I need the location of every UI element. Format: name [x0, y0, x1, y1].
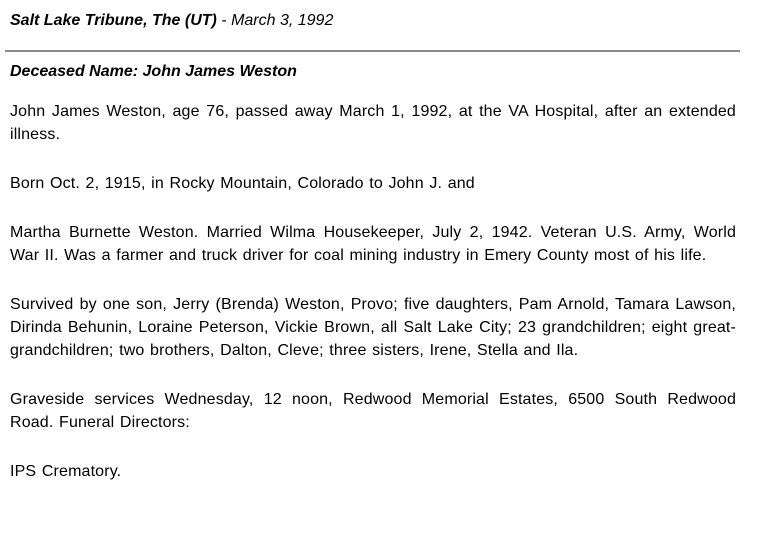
paragraph-survivors: Survived by one son, Jerry (Brenda) Weston, Provo; five daughters, Pam Arnold, Tamara Lawson, Dirinda Behunin, Loraine Peterson, Vickie Brown, all Salt Lake City; 23 grandchildren; eight great-grandchildren; two brothers, Dalton, Cleve; three sisters, Irene, Stella and Ila. [10, 296, 736, 359]
publication-header [10, 12, 333, 30]
header-divider [5, 50, 740, 52]
paragraph-life: Martha Burnette Weston. Married Wilma Housekeeper, July 2, 1942. Veteran U.S. Army, World War II. Was a farmer and truck driver for coal mining industry in Emery County most of his life. [10, 224, 736, 264]
paragraph-services: Graveside services Wednesday, 12 noon, Redwood Memorial Estates, 6500 South Redwood Road. Funeral Directors: [10, 391, 736, 431]
publication-date: March 3, 1992 [231, 12, 334, 29]
paragraph-crematory: IPS Crematory. [10, 463, 122, 480]
deceased-name: Deceased Name: John James Weston [10, 63, 297, 80]
paragraph-death-notice: John James Weston, age 76, passed away March 1, 1992, at the VA Hospital, after an extended illness. [10, 103, 736, 143]
header-separator: - [216, 12, 232, 29]
publication-name: Salt Lake Tribune, The (UT) [10, 12, 217, 29]
paragraph-birth: Born Oct. 2, 1915, in Rocky Mountain, Colorado to John J. and [10, 175, 475, 192]
obituary-body [10, 100, 736, 509]
